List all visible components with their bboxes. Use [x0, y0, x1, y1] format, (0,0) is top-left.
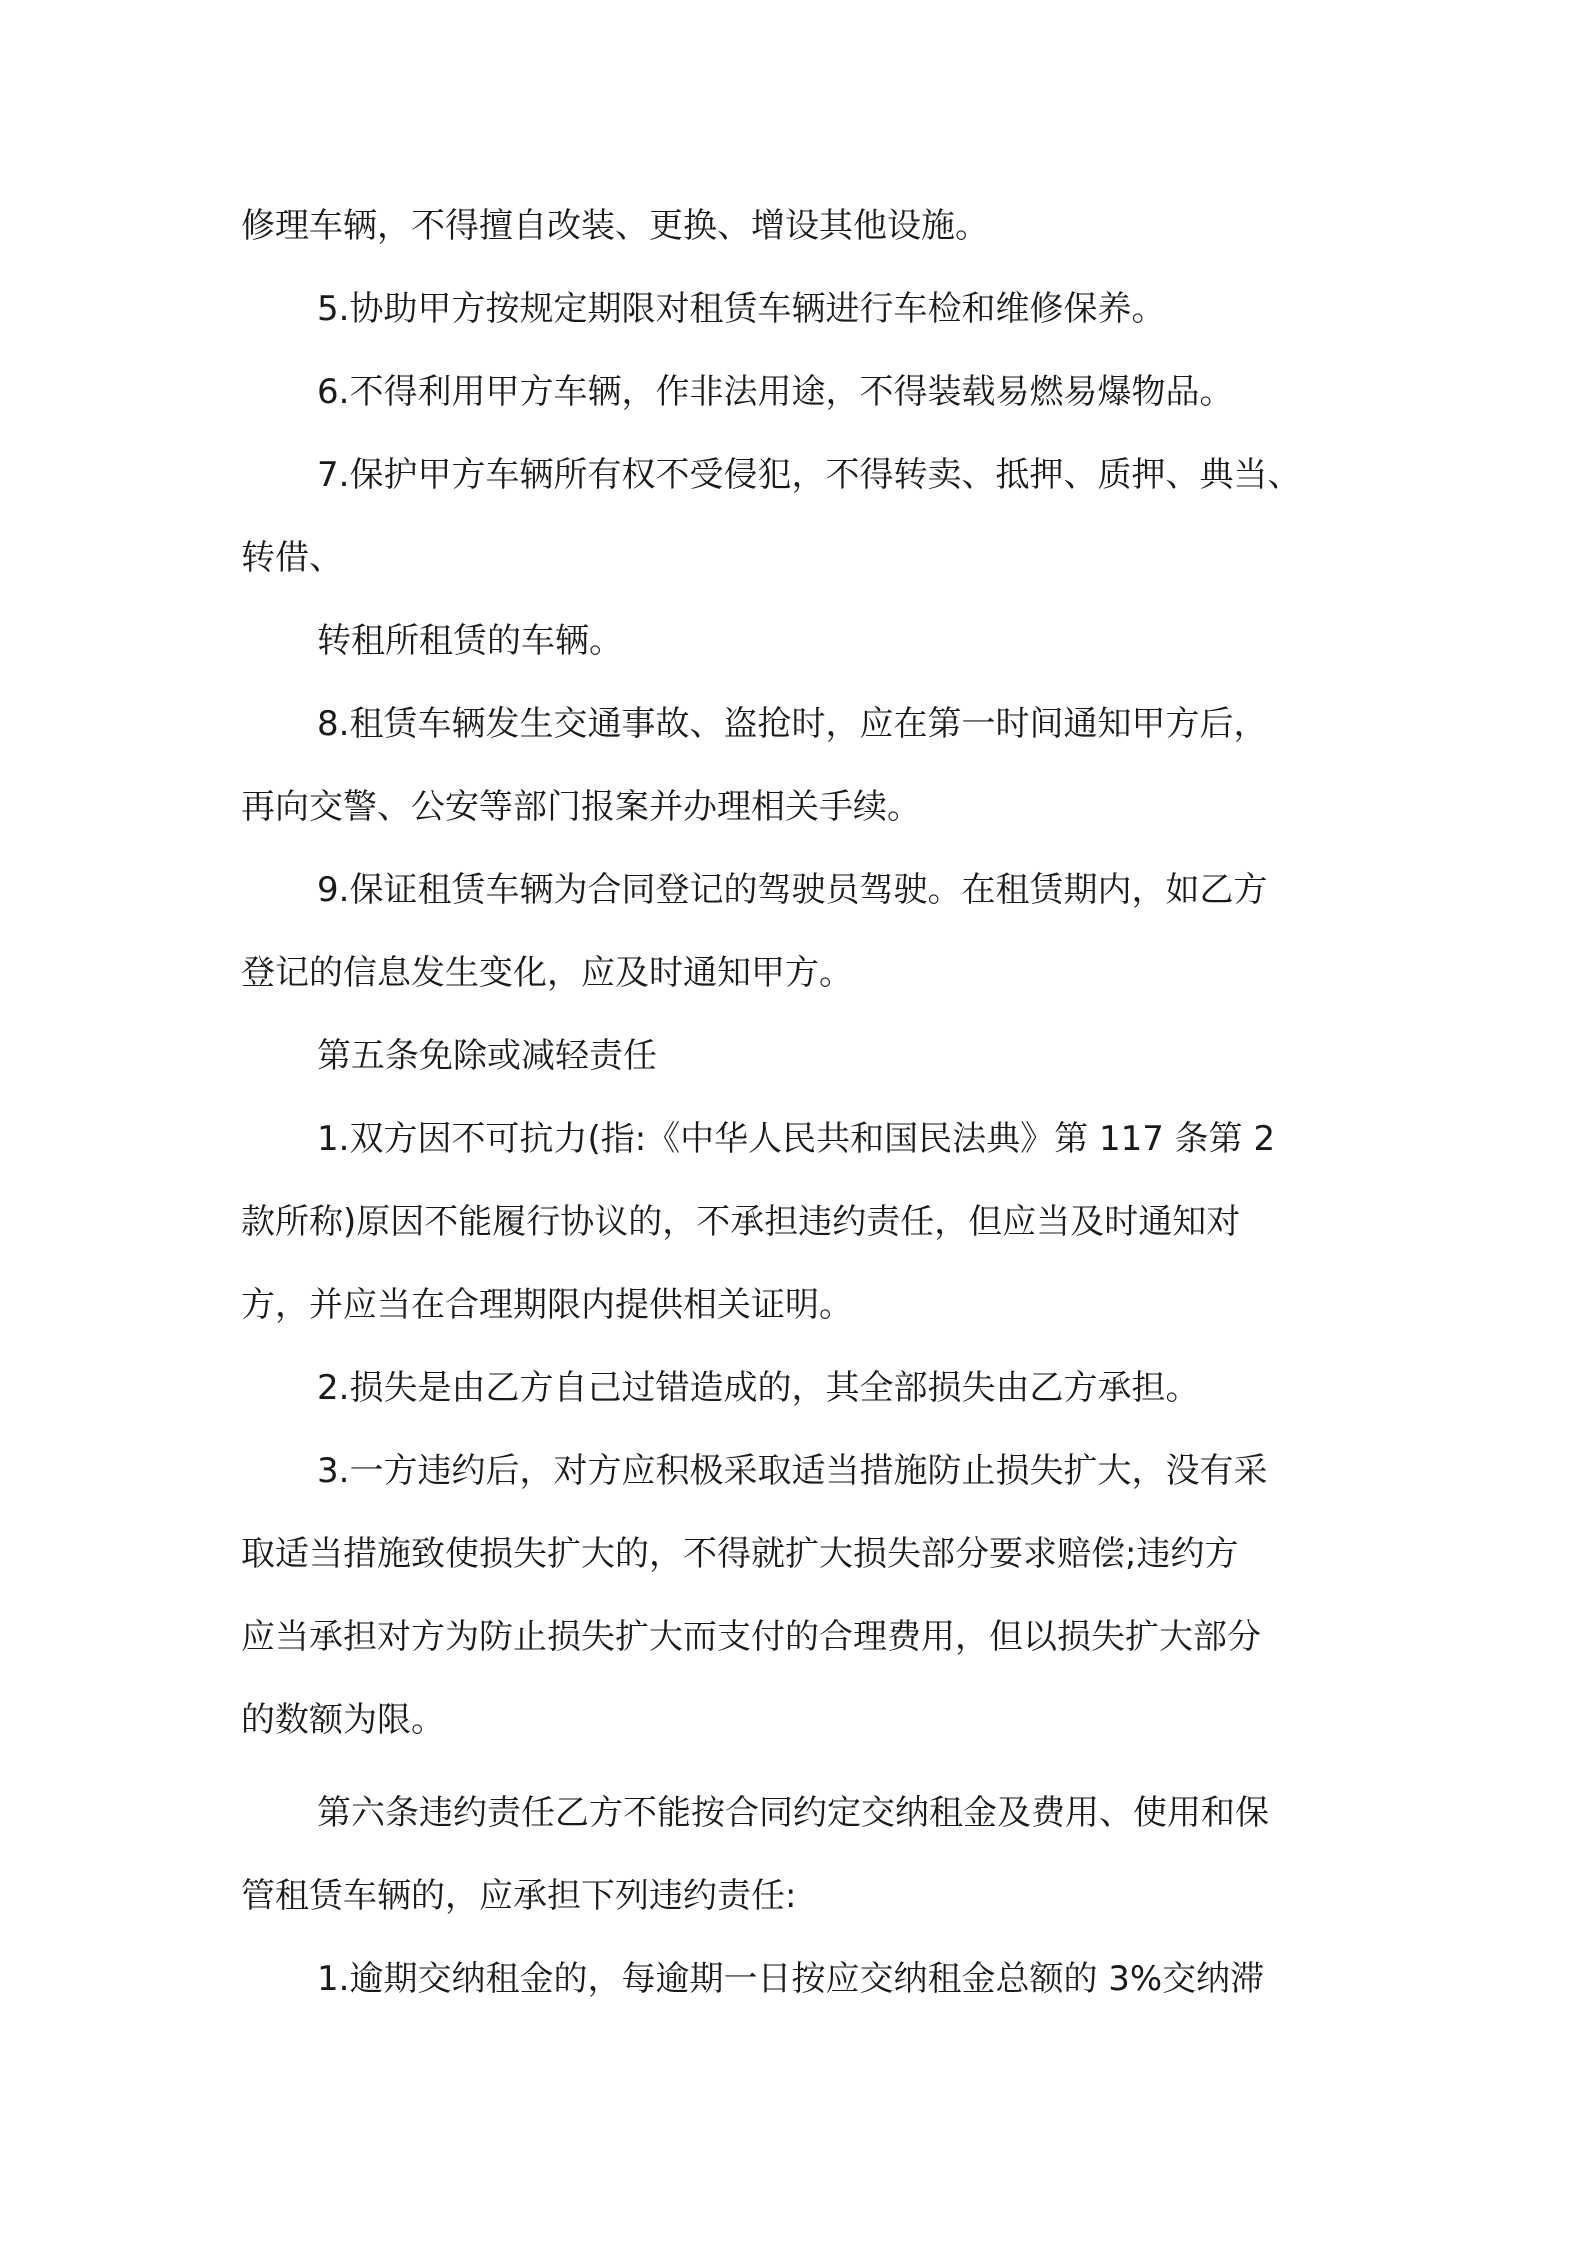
- text-line: 7.保护甲方车辆所有权不受侵犯，不得转卖、抵押、质押、典当、: [317, 455, 1302, 495]
- text-line: 2.损失是由乙方自己过错造成的，其全部损失由乙方承担。: [317, 1368, 1200, 1408]
- text-line: 取适当措施致使损失扩大的，不得就扩大损失部分要求赔偿;违约方: [241, 1534, 1239, 1574]
- section-heading: 第五条免除或减轻责任: [317, 1036, 657, 1076]
- text-line: 方，并应当在合理期限内提供相关证明。: [241, 1285, 853, 1325]
- text-line: 款所称)原因不能履行协议的，不承担违约责任，但应当及时通知对: [241, 1202, 1241, 1242]
- text-line: 6.不得利用甲方车辆，作非法用途，不得装载易燃易爆物品。: [317, 372, 1234, 412]
- text-line: 修理车辆，不得擅自改装、更换、增设其他设施。: [241, 206, 989, 246]
- text-line: 8.租赁车辆发生交通事故、盗抢时，应在第一时间通知甲方后，: [317, 704, 1268, 744]
- text-line: 应当承担对方为防止损失扩大而支付的合理费用，但以损失扩大部分: [241, 1617, 1261, 1657]
- text-line: 转借、: [241, 538, 343, 578]
- text-line: 转租所租赁的车辆。: [317, 621, 623, 661]
- text-line: 5.协助甲方按规定期限对租赁车辆进行车检和维修保养。: [317, 289, 1166, 329]
- text-line: 管租赁车辆的，应承担下列违约责任:: [241, 1876, 797, 1916]
- text-line: 登记的信息发生变化，应及时通知甲方。: [241, 953, 853, 993]
- text-line: 9.保证租赁车辆为合同登记的驾驶员驾驶。在租赁期内，如乙方: [317, 870, 1268, 910]
- text-line: 的数额为限。: [241, 1700, 445, 1740]
- text-line: 1.双方因不可抗力(指:《中华人民共和国民法典》第 117 条第 2: [317, 1119, 1276, 1159]
- text-line: 再向交警、公安等部门报案并办理相关手续。: [241, 787, 921, 827]
- text-line: 1.逾期交纳租金的，每逾期一日按应交纳租金总额的 3%交纳滞: [317, 1959, 1265, 1999]
- section-heading: 第六条违约责任乙方不能按合同约定交纳租金及费用、使用和保: [317, 1793, 1269, 1833]
- text-line: 3.一方违约后，对方应积极采取适当措施防止损失扩大，没有采: [317, 1451, 1268, 1491]
